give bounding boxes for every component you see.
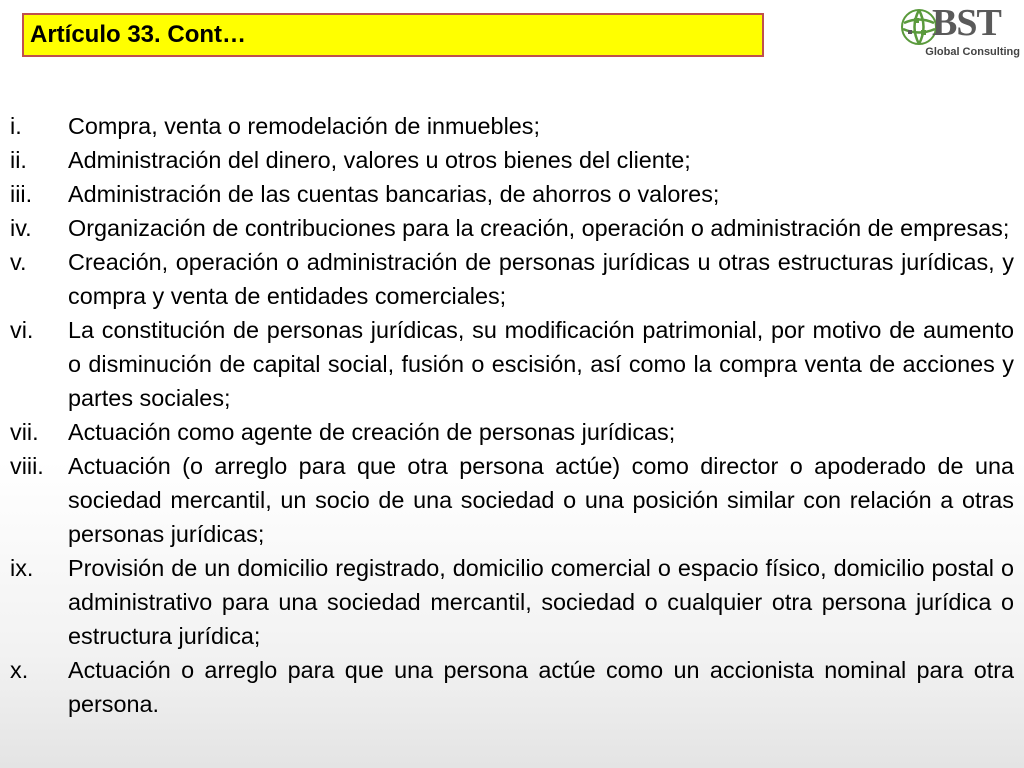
- list-item: [10, 245, 1014, 313]
- item-number: vi.: [10, 317, 34, 343]
- item-number: i.: [10, 113, 22, 139]
- list-item: [10, 109, 1014, 143]
- item-number: x.: [10, 657, 29, 683]
- logo-brand: BST: [932, 2, 1001, 44]
- company-logo: [898, 2, 1022, 64]
- item-text: Administración de las cuentas bancarias, de ahorros o valores;: [68, 181, 720, 207]
- item-text: Compra, venta o remodelación de inmuebles;: [68, 113, 540, 139]
- item-text: La constitución de personas jurídicas, su modificación patrimonial, por motivo de aumento o disminución de capital social, fusión o escisión, así como la compra venta de acciones y partes sociales;: [68, 317, 1014, 411]
- list-item: [10, 177, 1014, 211]
- article-items-list: [10, 109, 1014, 721]
- list-item: [10, 211, 1014, 245]
- item-text: Creación, operación o administración de personas jurídicas u otras estructuras jurídicas, y compra y venta de entidades comerciales;: [68, 249, 1014, 309]
- item-text: Organización de contribuciones para la creación, operación o administración de empresas;: [68, 215, 1010, 241]
- item-number: vii.: [10, 419, 39, 445]
- logo-subtitle: Global Consulting: [925, 46, 1020, 58]
- item-number: viii.: [10, 453, 44, 479]
- list-item: [10, 143, 1014, 177]
- title-banner: [22, 13, 764, 57]
- list-item: [10, 415, 1014, 449]
- list-item: [10, 653, 1014, 721]
- list-item: [10, 313, 1014, 415]
- item-text: Actuación como agente de creación de personas jurídicas;: [68, 419, 676, 445]
- list-item: [10, 551, 1014, 653]
- item-number: iii.: [10, 181, 33, 207]
- item-text: Provisión de un domicilio registrado, domicilio comercial o espacio físico, domicilio postal o administrativo para una sociedad mercantil, sociedad o cualquier otra persona jurídica o estructura jurídica;: [68, 555, 1014, 649]
- item-number: ii.: [10, 147, 27, 173]
- item-number: iv.: [10, 215, 32, 241]
- page-title: Artículo 33. Cont…: [30, 21, 247, 48]
- item-text: Actuación o arreglo para que una persona actúe como un accionista nominal para otra persona.: [68, 657, 1014, 717]
- list-item: [10, 449, 1014, 551]
- item-text: Administración del dinero, valores u otros bienes del cliente;: [68, 147, 691, 173]
- item-number: ix.: [10, 555, 34, 581]
- item-text: Actuación (o arreglo para que otra persona actúe) como director o apoderado de una sociedad mercantil, un socio de una sociedad o una posición similar con relación a otras personas jurídicas;: [68, 453, 1014, 547]
- item-number: v.: [10, 249, 27, 275]
